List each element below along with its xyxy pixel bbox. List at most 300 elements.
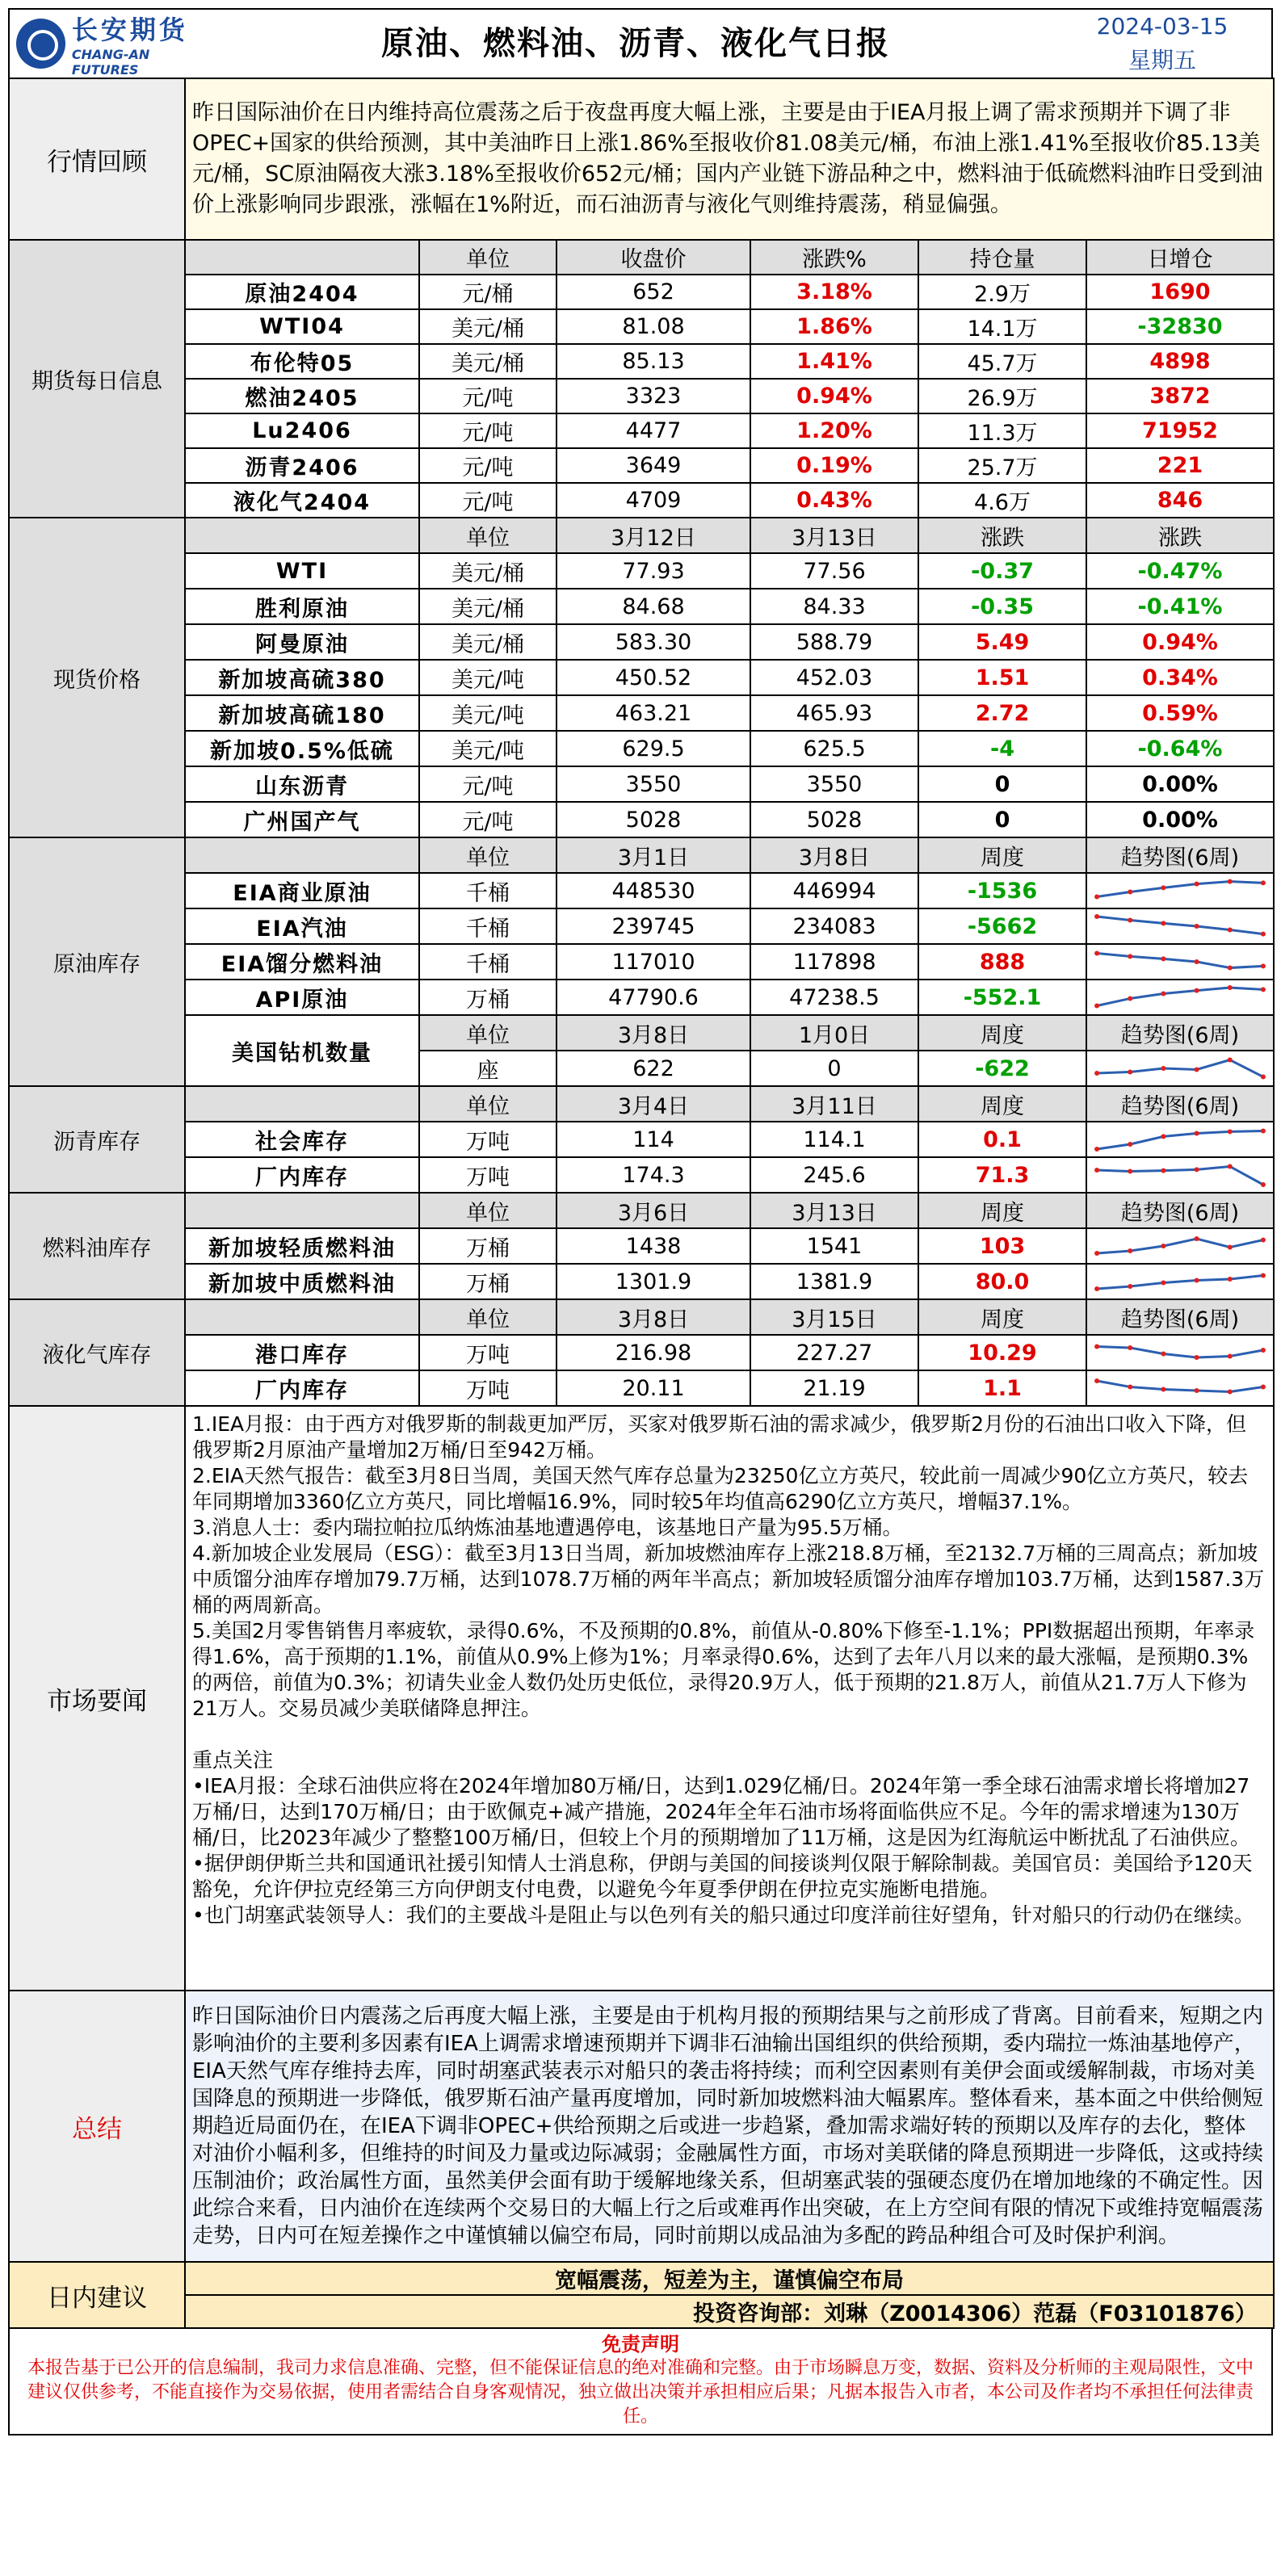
- trend-point: [1161, 1387, 1166, 1392]
- column-header: [185, 1193, 419, 1228]
- trend-point: [1228, 879, 1233, 884]
- column-header: 单位: [419, 518, 556, 553]
- disclaimer: [8, 2329, 1273, 2435]
- advice-text: 宽幅震荡，短差为主，谨慎偏空布局: [185, 2262, 1274, 2295]
- oi-change: 4898: [1086, 344, 1274, 379]
- trend-point: [1195, 1068, 1199, 1072]
- value-day2: 446994: [750, 873, 918, 908]
- value-day2: 3550: [750, 766, 918, 802]
- weekly-change: 1.1: [918, 1370, 1086, 1406]
- close-price: 81.08: [556, 309, 750, 344]
- row-unit: 元/吨: [419, 483, 556, 518]
- column-header: 3月8日: [556, 1299, 750, 1335]
- data-row: [9, 1370, 1274, 1406]
- trend-point: [1195, 882, 1199, 887]
- column-header: 3月12日: [556, 518, 750, 553]
- value-day2: 21.19: [750, 1370, 918, 1406]
- trend-point: [1195, 924, 1199, 929]
- change-pct: 1.86%: [750, 309, 918, 344]
- column-header: 周度: [918, 1015, 1086, 1051]
- trend-point: [1128, 954, 1132, 959]
- advice-row-2: [9, 2295, 1274, 2328]
- section-header-row: [9, 1086, 1274, 1122]
- value-day1: 3550: [556, 766, 750, 802]
- value-day1: 216.98: [556, 1335, 750, 1370]
- row-unit: 万桶: [419, 980, 556, 1015]
- focus-item: •IEA月报：全球石油供应将在2024年增加80万桶/日，达到1.029亿桶/日。2024年第一季全球石油需求增长将增加27万桶/日，达到170万桶/日；由于欧佩克+减产措施，2024年全年石油市场将面临供应不足。今年的需求增速为130万桶/日，比2023年减少了整整100万桶/日，但较上个月的预期增加了11万桶，这是因为红海航运中断扰乱了石油供应。: [192, 1774, 1251, 1849]
- row-name: 液化气2404: [185, 483, 419, 518]
- row-unit: 元/桶: [419, 275, 556, 309]
- futures-section: [9, 240, 1274, 518]
- trend-chart: [1086, 1370, 1274, 1406]
- section-label: 燃料油库存: [9, 1193, 185, 1299]
- news-item: 1.IEA月报：由于西方对俄罗斯的制裁更加严厉，买家对俄罗斯石油的需求减少，俄罗斯2月份的石油出口收入下降，但俄罗斯2月原油产量增加2万桶/日至942万桶。: [192, 1412, 1247, 1462]
- change-abs: 0: [918, 802, 1086, 837]
- row-unit: 美元/桶: [419, 624, 556, 660]
- trend-sparkline: [1090, 1160, 1270, 1190]
- column-header: 趋势图(6周): [1086, 1015, 1274, 1051]
- row-name: 胜利原油: [185, 589, 419, 624]
- market-review-row: [9, 78, 1274, 240]
- trend-point: [1228, 1058, 1233, 1063]
- column-header: 3月13日: [750, 1193, 918, 1228]
- row-unit: 万吨: [419, 1370, 556, 1406]
- disclaimer-text: 本报告基于已公开的信息编制，我司力求信息准确、完整，但不能保证信息的绝对准确和完整。由于市场瞬息万变，数据、资料及分析师的主观局限性，文中建议仅供参考，不能直接作为交易依据，使用者需结合自身客观情况，独立做出决策并承担相应后果；凡据本报告入市者，本公司及作者均不承担任何法律责任。: [27, 2358, 1254, 2427]
- close-price: 652: [556, 275, 750, 309]
- close-price: 85.13: [556, 344, 750, 379]
- trend-point: [1228, 1245, 1233, 1250]
- data-row: [9, 944, 1274, 980]
- row-unit: 美元/吨: [419, 731, 556, 766]
- row-name: 新加坡高硫180: [185, 695, 419, 731]
- open-interest: 4.6万: [918, 483, 1086, 518]
- column-header: 单位: [419, 240, 556, 275]
- data-row: [9, 1228, 1274, 1264]
- trend-chart: [1086, 980, 1274, 1015]
- section-header-row: [9, 240, 1274, 275]
- news-content: [185, 1406, 1274, 1991]
- change-pct: 1.20%: [750, 413, 918, 448]
- close-price: 3649: [556, 448, 750, 483]
- report-title: 原油、燃料油、沥青、液化气日报: [381, 25, 890, 62]
- value-day1: 1301.9: [556, 1264, 750, 1299]
- change-pct: 0.59%: [1086, 695, 1274, 731]
- value-day1: 463.21: [556, 695, 750, 731]
- column-header: 趋势图(6周): [1086, 837, 1274, 873]
- value-day2: 5028: [750, 802, 918, 837]
- change-pct: 0.00%: [1086, 766, 1274, 802]
- rig-name: 美国钻机数量: [185, 1015, 419, 1086]
- disclaimer-title: 免责声明: [602, 2333, 679, 2356]
- value-day1: 450.52: [556, 660, 750, 695]
- company-logo: [10, 10, 218, 78]
- advice-row-1: [9, 2262, 1274, 2295]
- row-name: 新加坡高硫380: [185, 660, 419, 695]
- row-name: WTI04: [185, 309, 419, 344]
- column-header: 3月4日: [556, 1086, 750, 1122]
- trend-point: [1195, 959, 1199, 964]
- trend-point: [1128, 1284, 1132, 1289]
- section-label: 液化气库存: [9, 1299, 185, 1406]
- weekly-change: 888: [918, 944, 1086, 980]
- crude-inventory-section: [9, 837, 1274, 1086]
- row-name: 新加坡轻质燃料油: [185, 1228, 419, 1264]
- trend-sparkline: [1090, 1337, 1270, 1368]
- oi-change: 846: [1086, 483, 1274, 518]
- value-day2: 234083: [750, 908, 918, 944]
- change-abs: -0.35: [918, 589, 1086, 624]
- data-row: [9, 873, 1274, 908]
- row-unit: 千桶: [419, 944, 556, 980]
- column-header: 3月15日: [750, 1299, 918, 1335]
- trend-point: [1261, 963, 1266, 968]
- trend-point: [1094, 1286, 1099, 1291]
- trend-point: [1228, 966, 1233, 971]
- data-row: [9, 802, 1274, 837]
- weekly-change: 80.0: [918, 1264, 1086, 1299]
- row-unit: 美元/桶: [419, 589, 556, 624]
- row-name: 沥青2406: [185, 448, 419, 483]
- value-day2: 227.27: [750, 1335, 918, 1370]
- value-day1: 77.93: [556, 553, 750, 589]
- value-day1: 84.68: [556, 589, 750, 624]
- data-row: [9, 413, 1274, 448]
- trend-line: [1097, 1239, 1263, 1253]
- row-unit: 座: [419, 1051, 556, 1086]
- trend-point: [1128, 1248, 1132, 1253]
- row-unit: 元/吨: [419, 802, 556, 837]
- weekly-change: 10.29: [918, 1335, 1086, 1370]
- column-header: 日增仓: [1086, 240, 1274, 275]
- change-pct: -0.41%: [1086, 589, 1274, 624]
- data-row: [9, 309, 1274, 344]
- trend-point: [1261, 932, 1266, 937]
- row-unit: 元/吨: [419, 379, 556, 413]
- data-row: [9, 344, 1274, 379]
- value-day1: 20.11: [556, 1370, 750, 1406]
- weekly-change: -5662: [918, 908, 1086, 944]
- value-day1: 114: [556, 1122, 750, 1157]
- advice-authors: 投资咨询部：刘琳（Z0014306）范磊（F03101876）: [185, 2295, 1274, 2328]
- trend-point: [1228, 928, 1233, 933]
- data-row: [9, 908, 1274, 944]
- data-row: [9, 1157, 1274, 1193]
- row-name: 广州国产气: [185, 802, 419, 837]
- trend-point: [1228, 1390, 1233, 1395]
- value-day1: 47790.6: [556, 980, 750, 1015]
- value-day2: 245.6: [750, 1157, 918, 1193]
- column-header: 3月8日: [556, 1015, 750, 1051]
- logo-emblem-icon: [16, 19, 65, 69]
- data-row: [9, 1335, 1274, 1370]
- oi-change: -32830: [1086, 309, 1274, 344]
- row-unit: 元/吨: [419, 413, 556, 448]
- row-name: 厂内库存: [185, 1157, 419, 1193]
- column-header: 周度: [918, 1086, 1086, 1122]
- trend-point: [1195, 1167, 1199, 1172]
- news-item: 2.EIA天然气报告：截至3月8日当周，美国天然气库存总量为23250亿立方英尺，较此前一周减少90亿立方英尺，较去年同期增加3360亿立方英尺，同比增幅16.9%，同时较5年均值高6290亿立方英尺，增幅37.1%。: [192, 1464, 1249, 1513]
- row-name: 阿曼原油: [185, 624, 419, 660]
- trend-sparkline: [1090, 946, 1270, 977]
- weekly-change: -552.1: [918, 980, 1086, 1015]
- column-header: 3月8日: [750, 837, 918, 873]
- trend-point: [1261, 1273, 1266, 1278]
- weekly-change: 71.3: [918, 1157, 1086, 1193]
- row-unit: 美元/桶: [419, 553, 556, 589]
- row-name: 港口库存: [185, 1335, 419, 1370]
- focus-item: •据伊朗伊斯兰共和国通讯社援引知情人士消息称，伊朗与美国的间接谈判仅限于解除制裁。美国官员：美国给予120天豁免，允许伊拉克经第三方向伊朗支付电费，以避免今年夏季伊朗在伊拉克实施断电措施。: [192, 1852, 1253, 1901]
- report-weekday: 星期五: [1128, 47, 1196, 73]
- trend-point: [1094, 914, 1099, 919]
- trend-chart: [1086, 908, 1274, 944]
- trend-point: [1195, 1388, 1199, 1393]
- trend-chart: [1086, 944, 1274, 980]
- column-header: 单位: [419, 1015, 556, 1051]
- trend-point: [1261, 987, 1266, 992]
- summary-row: [9, 1991, 1274, 2262]
- column-header: 周度: [918, 1299, 1086, 1335]
- trend-point: [1161, 992, 1166, 996]
- data-row: [9, 1264, 1274, 1299]
- column-header: [185, 240, 419, 275]
- section-header-row: [9, 1193, 1274, 1228]
- trend-point: [1261, 1182, 1266, 1187]
- row-name: Lu2406: [185, 413, 419, 448]
- open-interest: 2.9万: [918, 275, 1086, 309]
- change-pct: -0.64%: [1086, 731, 1274, 766]
- summary-text: 昨日国际油价日内震荡之后再度大幅上涨，主要是由于机构月报的预期结果与之前形成了背离。目前看来，短期之内影响油价的主要利多因素有IEA上调需求增速预期并下调非石油输出国组织的供给预期，委内瑞拉一炼油基地停产，EIA天然气库存维持去库，同时胡塞武装表示对船只的袭击将持续；而利空因素则有美伊会面或缓解制裁，市场对美国降息的预期进一步降低，俄罗斯石油产量再度增加，同时新加坡燃料油大幅累库。整体看来，基本面之中供给侧短期趋近局面仍在，在IEA下调非OPEC+供给预期之后或进一步趋紧，叠加需求端好转的预期以及库存的去化，整体对油价小幅利多，但维持的时间及力量或边际减弱；金融属性方面，市场对美联储的降息预期进一步降低，这或持续压制油价；政治属性方面，虽然美伊会面有助于缓解地缘关系，但胡塞武装的强硬态度仍在增加地缘的不确定性。因此综合来看，日内油价在连续两个交易日的大幅上行之后或难再作出突破，在上方空间有限的情况下或维持宽幅震荡走势，日内可在短差操作之中谨慎辅以偏空布局，同时前期以成品油为多配的跨品种组合可及时保护利润。: [185, 1991, 1274, 2262]
- trend-point: [1094, 951, 1099, 956]
- row-name: 厂内库存: [185, 1370, 419, 1406]
- trend-point: [1094, 1168, 1099, 1173]
- trend-point: [1261, 1129, 1266, 1134]
- data-row: [9, 695, 1274, 731]
- value-day2: 1541: [750, 1228, 918, 1264]
- trend-point: [1261, 1348, 1266, 1353]
- row-unit: 万吨: [419, 1122, 556, 1157]
- open-interest: 11.3万: [918, 413, 1086, 448]
- trend-line: [1097, 882, 1263, 897]
- open-interest: 14.1万: [918, 309, 1086, 344]
- section-label: 沥青库存: [9, 1086, 185, 1193]
- data-row: [9, 766, 1274, 802]
- value-day2: 84.33: [750, 589, 918, 624]
- market-review-text: 昨日国际油价在日内维持高位震荡之后于夜盘再度大幅上涨，主要是由于IEA月报上调了需求预期并下调了非OPEC+国家的供给预测，其中美油昨日上涨1.86%至报收价81.08美元/桶，布油上涨1.41%至报收价85.13美元/桶，SC原油隔夜大涨3.18%至报收价652元/桶；国内产业链下游品种之中，燃料油于低硫燃料油昨日受到油价上涨影响同步跟涨，涨幅在1%附近，而石油沥青与液化气则维持震荡，稍显偏强。: [185, 78, 1274, 240]
- oi-change: 1690: [1086, 275, 1274, 309]
- trend-chart: [1086, 1228, 1274, 1264]
- trend-point: [1094, 1147, 1099, 1152]
- change-abs: -0.37: [918, 553, 1086, 589]
- trend-point: [1195, 1278, 1199, 1283]
- trend-point: [1228, 1354, 1233, 1359]
- report-table: [8, 78, 1275, 2329]
- section-label: 期货每日信息: [9, 240, 185, 518]
- trend-point: [1161, 1066, 1166, 1071]
- trend-line: [1097, 1131, 1263, 1150]
- change-abs: 2.72: [918, 695, 1086, 731]
- column-header: 周度: [918, 1193, 1086, 1228]
- trend-line: [1097, 1167, 1263, 1185]
- title-bar: [8, 8, 1273, 78]
- summary-label: 总结: [9, 1991, 185, 2262]
- close-price: 4477: [556, 413, 750, 448]
- trend-sparkline: [1090, 1266, 1270, 1297]
- data-row: [9, 483, 1274, 518]
- row-unit: 万桶: [419, 1228, 556, 1264]
- change-pct: 0.34%: [1086, 660, 1274, 695]
- open-interest: 25.7万: [918, 448, 1086, 483]
- value-day1: 622: [556, 1051, 750, 1086]
- row-unit: 美元/桶: [419, 344, 556, 379]
- column-header: 趋势图(6周): [1086, 1193, 1274, 1228]
- close-price: 3323: [556, 379, 750, 413]
- data-row: [9, 553, 1274, 589]
- trend-sparkline: [1090, 1231, 1270, 1261]
- spot-section: [9, 518, 1274, 837]
- news-item: 3.消息人士：委内瑞拉帕拉瓜纳炼油基地遭遇停电，该基地日产量为95.5万桶。: [192, 1516, 903, 1539]
- trend-line: [1097, 988, 1263, 1006]
- row-unit: 美元/吨: [419, 660, 556, 695]
- column-header: 3月13日: [750, 518, 918, 553]
- row-unit: 元/吨: [419, 766, 556, 802]
- column-header: 涨跌: [918, 518, 1086, 553]
- change-pct: 0.94%: [1086, 624, 1274, 660]
- trend-point: [1195, 1131, 1199, 1136]
- value-day1: 239745: [556, 908, 750, 944]
- column-header: [185, 518, 419, 553]
- trend-chart: [1086, 1264, 1274, 1299]
- data-row: [9, 448, 1274, 483]
- trend-point: [1228, 1129, 1233, 1134]
- value-day2: 0: [750, 1051, 918, 1086]
- trend-sparkline: [1090, 911, 1270, 942]
- column-header: 收盘价: [556, 240, 750, 275]
- trend-point: [1161, 1134, 1166, 1139]
- trend-line: [1097, 1276, 1263, 1290]
- column-header: 3月6日: [556, 1193, 750, 1228]
- column-header: 持仓量: [918, 240, 1086, 275]
- oi-change: 3872: [1086, 379, 1274, 413]
- logo-en: CHANG-AN FUTURES: [71, 47, 150, 78]
- value-day2: 47238.5: [750, 980, 918, 1015]
- report-date-box: [1053, 10, 1271, 78]
- trend-point: [1128, 1345, 1132, 1350]
- report-date: 2024-03-15: [1096, 13, 1228, 40]
- row-name: 新加坡0.5%低硫: [185, 731, 419, 766]
- value-day1: 629.5: [556, 731, 750, 766]
- trend-sparkline: [1090, 1124, 1270, 1155]
- column-header: 趋势图(6周): [1086, 1299, 1274, 1335]
- change-pct: 0.19%: [750, 448, 918, 483]
- trend-point: [1261, 1075, 1266, 1080]
- trend-point: [1128, 890, 1132, 895]
- trend-point: [1094, 1251, 1099, 1256]
- change-pct: 3.18%: [750, 275, 918, 309]
- row-unit: 元/吨: [419, 448, 556, 483]
- trend-chart: [1086, 1122, 1274, 1157]
- value-day2: 1381.9: [750, 1264, 918, 1299]
- value-day2: 465.93: [750, 695, 918, 731]
- trend-point: [1128, 1142, 1132, 1147]
- trend-point: [1161, 1168, 1166, 1173]
- logo-cn: 长安期货: [71, 15, 188, 45]
- value-day1: 583.30: [556, 624, 750, 660]
- change-abs: -4: [918, 731, 1086, 766]
- report-page: [8, 8, 1273, 2435]
- trend-sparkline: [1090, 982, 1270, 1013]
- row-name: 社会库存: [185, 1122, 419, 1157]
- row-unit: 美元/吨: [419, 695, 556, 731]
- column-header: 3月1日: [556, 837, 750, 873]
- trend-point: [1261, 1385, 1266, 1390]
- column-header: 周度: [918, 837, 1086, 873]
- trend-chart: [1086, 873, 1274, 908]
- row-name: API原油: [185, 980, 419, 1015]
- trend-point: [1094, 1071, 1099, 1076]
- column-header: 单位: [419, 837, 556, 873]
- data-row: [9, 980, 1274, 1015]
- trend-point: [1094, 1004, 1099, 1009]
- trend-point: [1094, 1378, 1099, 1383]
- data-row: [9, 660, 1274, 695]
- row-name: EIA馏分燃料油: [185, 944, 419, 980]
- value-day2: 114.1: [750, 1122, 918, 1157]
- trend-point: [1228, 985, 1233, 990]
- value-day1: 174.3: [556, 1157, 750, 1193]
- change-pct: 0.94%: [750, 379, 918, 413]
- trend-sparkline: [1090, 1373, 1270, 1403]
- lpg-inventory-section: [9, 1299, 1274, 1406]
- trend-line: [1097, 1060, 1263, 1077]
- column-header: 1月0日: [750, 1015, 918, 1051]
- oi-change: 221: [1086, 448, 1274, 483]
- change-pct: 1.41%: [750, 344, 918, 379]
- trend-point: [1161, 1244, 1166, 1248]
- rig-header-row: [9, 1015, 1274, 1051]
- value-day2: 452.03: [750, 660, 918, 695]
- value-day2: 77.56: [750, 553, 918, 589]
- trend-point: [1161, 885, 1166, 890]
- change-pct: 0.00%: [1086, 802, 1274, 837]
- row-unit: 万吨: [419, 1335, 556, 1370]
- open-interest: 26.9万: [918, 379, 1086, 413]
- row-unit: 万桶: [419, 1264, 556, 1299]
- trend-point: [1128, 918, 1132, 923]
- column-header: 涨跌: [1086, 518, 1274, 553]
- change-abs: 1.51: [918, 660, 1086, 695]
- row-unit: 万吨: [419, 1157, 556, 1193]
- asphalt-inventory-section: [9, 1086, 1274, 1193]
- trend-sparkline: [1090, 1053, 1270, 1084]
- data-row: [9, 731, 1274, 766]
- data-row: [9, 1122, 1274, 1157]
- news-row: [9, 1406, 1274, 1991]
- row-name: WTI: [185, 553, 419, 589]
- trend-point: [1161, 956, 1166, 961]
- column-header: 3月11日: [750, 1086, 918, 1122]
- column-header: [185, 837, 419, 873]
- news-item: 5.美国2月零售销售月率疲软，录得0.6%，不及预期的0.8%，前值从-0.80%下修至-1.1%；PPI数据超出预期，年率录得1.6%，高于预期的1.1%，前值从0.9%上修为1%；月率录得0.6%，达到了去年八月以来的最大涨幅，是预期0.3%的两倍，前值为0.3%；初请失业金人数仍处历史低位，录得20.9万人，低于预期的21.8万人，前值从21.7万人下修为21万人。交易员减少美联储降息押注。: [192, 1619, 1255, 1720]
- trend-point: [1161, 921, 1166, 925]
- row-unit: 千桶: [419, 908, 556, 944]
- trend-point: [1195, 988, 1199, 993]
- row-name: 新加坡中质燃料油: [185, 1264, 419, 1299]
- data-row: [9, 379, 1274, 413]
- row-name: EIA商业原油: [185, 873, 419, 908]
- row-name: EIA汽油: [185, 908, 419, 944]
- data-row: [9, 275, 1274, 309]
- trend-point: [1261, 880, 1266, 885]
